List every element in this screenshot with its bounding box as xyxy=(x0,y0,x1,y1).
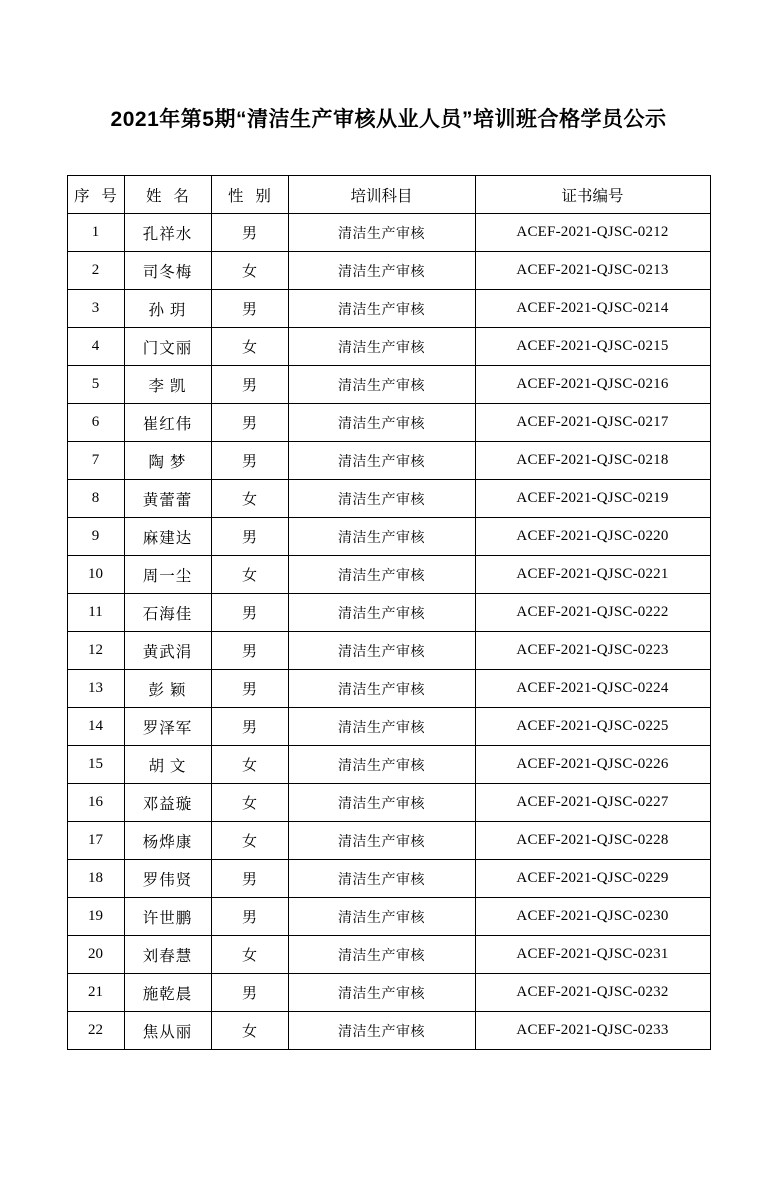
cell-subject: 清洁生产审核 xyxy=(288,594,475,632)
cell-sex: 男 xyxy=(211,670,288,708)
cell-name: 胡 文 xyxy=(124,746,211,784)
cell-certificate: ACEF-2021-QJSC-0219 xyxy=(475,480,710,518)
cell-name: 门文丽 xyxy=(124,328,211,366)
cell-certificate: ACEF-2021-QJSC-0229 xyxy=(475,860,710,898)
cell-subject: 清洁生产审核 xyxy=(288,366,475,404)
cell-sex: 男 xyxy=(211,442,288,480)
cell-subject: 清洁生产审核 xyxy=(288,860,475,898)
table-body xyxy=(67,214,710,1050)
cell-seq: 7 xyxy=(67,442,124,480)
table-row xyxy=(67,632,710,670)
cell-certificate: ACEF-2021-QJSC-0221 xyxy=(475,556,710,594)
cell-seq: 22 xyxy=(67,1012,124,1050)
cell-seq: 21 xyxy=(67,974,124,1012)
cell-seq: 12 xyxy=(67,632,124,670)
column-header-certificate-label: 证书编号 xyxy=(561,187,624,205)
cell-subject: 清洁生产审核 xyxy=(288,480,475,518)
cell-name: 石海佳 xyxy=(124,594,211,632)
cell-certificate: ACEF-2021-QJSC-0217 xyxy=(475,404,710,442)
cell-seq: 20 xyxy=(67,936,124,974)
cell-seq: 14 xyxy=(67,708,124,746)
cell-certificate: ACEF-2021-QJSC-0230 xyxy=(475,898,710,936)
cell-name: 彭 颖 xyxy=(124,670,211,708)
cell-seq: 6 xyxy=(67,404,124,442)
cell-certificate: ACEF-2021-QJSC-0222 xyxy=(475,594,710,632)
cell-subject: 清洁生产审核 xyxy=(288,822,475,860)
column-header-seq-label: 序 号 xyxy=(74,187,121,205)
cell-sex: 女 xyxy=(211,252,288,290)
table-row xyxy=(67,556,710,594)
cell-certificate: ACEF-2021-QJSC-0225 xyxy=(475,708,710,746)
table-row xyxy=(67,1012,710,1050)
cell-sex: 男 xyxy=(211,366,288,404)
cell-name: 施乾晨 xyxy=(124,974,211,1012)
cell-subject: 清洁生产审核 xyxy=(288,1012,475,1050)
cell-seq: 13 xyxy=(67,670,124,708)
roster-table-wrapper xyxy=(36,175,741,1050)
cell-subject: 清洁生产审核 xyxy=(288,214,475,252)
cell-sex: 男 xyxy=(211,518,288,556)
cell-certificate: ACEF-2021-QJSC-0220 xyxy=(475,518,710,556)
cell-subject: 清洁生产审核 xyxy=(288,974,475,1012)
cell-seq: 18 xyxy=(67,860,124,898)
cell-certificate: ACEF-2021-QJSC-0215 xyxy=(475,328,710,366)
cell-subject: 清洁生产审核 xyxy=(288,746,475,784)
table-header-row xyxy=(67,176,710,214)
cell-certificate: ACEF-2021-QJSC-0212 xyxy=(475,214,710,252)
table-row xyxy=(67,442,710,480)
cell-seq: 16 xyxy=(67,784,124,822)
cell-sex: 女 xyxy=(211,556,288,594)
cell-subject: 清洁生产审核 xyxy=(288,784,475,822)
table-row xyxy=(67,594,710,632)
column-header-subject-label: 培训科目 xyxy=(350,187,413,205)
table-row xyxy=(67,898,710,936)
cell-sex: 男 xyxy=(211,594,288,632)
cell-certificate: ACEF-2021-QJSC-0223 xyxy=(475,632,710,670)
column-header-name-label: 姓 名 xyxy=(146,187,193,205)
cell-sex: 男 xyxy=(211,214,288,252)
cell-sex: 男 xyxy=(211,898,288,936)
column-header-sex xyxy=(211,176,288,214)
table-row xyxy=(67,480,710,518)
cell-sex: 女 xyxy=(211,480,288,518)
cell-certificate: ACEF-2021-QJSC-0228 xyxy=(475,822,710,860)
cell-name: 孔祥水 xyxy=(124,214,211,252)
table-header xyxy=(67,176,710,214)
cell-name: 黄武涓 xyxy=(124,632,211,670)
table-row xyxy=(67,936,710,974)
cell-sex: 女 xyxy=(211,936,288,974)
column-header-seq xyxy=(67,176,124,214)
cell-name: 麻建达 xyxy=(124,518,211,556)
cell-subject: 清洁生产审核 xyxy=(288,252,475,290)
cell-sex: 女 xyxy=(211,746,288,784)
document-page xyxy=(0,103,777,1203)
column-header-subject xyxy=(288,176,475,214)
cell-name: 周一尘 xyxy=(124,556,211,594)
cell-seq: 5 xyxy=(67,366,124,404)
table-row xyxy=(67,518,710,556)
cell-seq: 15 xyxy=(67,746,124,784)
cell-name: 黄蕾蕾 xyxy=(124,480,211,518)
cell-name: 李 凯 xyxy=(124,366,211,404)
cell-certificate: ACEF-2021-QJSC-0224 xyxy=(475,670,710,708)
cell-certificate: ACEF-2021-QJSC-0227 xyxy=(475,784,710,822)
cell-subject: 清洁生产审核 xyxy=(288,442,475,480)
column-header-sex-label: 性 别 xyxy=(228,187,275,205)
cell-certificate: ACEF-2021-QJSC-0226 xyxy=(475,746,710,784)
roster-table xyxy=(67,175,711,1050)
table-row xyxy=(67,822,710,860)
cell-subject: 清洁生产审核 xyxy=(288,936,475,974)
table-row xyxy=(67,290,710,328)
cell-name: 崔红伟 xyxy=(124,404,211,442)
cell-subject: 清洁生产审核 xyxy=(288,328,475,366)
cell-name: 邓益璇 xyxy=(124,784,211,822)
table-row xyxy=(67,708,710,746)
cell-seq: 4 xyxy=(67,328,124,366)
cell-sex: 女 xyxy=(211,328,288,366)
cell-seq: 3 xyxy=(67,290,124,328)
cell-certificate: ACEF-2021-QJSC-0231 xyxy=(475,936,710,974)
table-row xyxy=(67,214,710,252)
cell-subject: 清洁生产审核 xyxy=(288,708,475,746)
table-row xyxy=(67,746,710,784)
cell-seq: 8 xyxy=(67,480,124,518)
cell-sex: 男 xyxy=(211,974,288,1012)
cell-seq: 11 xyxy=(67,594,124,632)
cell-seq: 17 xyxy=(67,822,124,860)
cell-subject: 清洁生产审核 xyxy=(288,404,475,442)
cell-sex: 男 xyxy=(211,860,288,898)
cell-subject: 清洁生产审核 xyxy=(288,518,475,556)
cell-seq: 19 xyxy=(67,898,124,936)
cell-subject: 清洁生产审核 xyxy=(288,670,475,708)
table-row xyxy=(67,860,710,898)
table-row xyxy=(67,328,710,366)
cell-name: 杨烨康 xyxy=(124,822,211,860)
cell-certificate: ACEF-2021-QJSC-0233 xyxy=(475,1012,710,1050)
cell-name: 孙 玥 xyxy=(124,290,211,328)
cell-name: 刘春慧 xyxy=(124,936,211,974)
table-row xyxy=(67,252,710,290)
cell-sex: 女 xyxy=(211,822,288,860)
cell-subject: 清洁生产审核 xyxy=(288,632,475,670)
cell-certificate: ACEF-2021-QJSC-0213 xyxy=(475,252,710,290)
cell-sex: 男 xyxy=(211,404,288,442)
cell-seq: 9 xyxy=(67,518,124,556)
cell-sex: 女 xyxy=(211,784,288,822)
cell-seq: 10 xyxy=(67,556,124,594)
cell-name: 陶 梦 xyxy=(124,442,211,480)
column-header-certificate xyxy=(475,176,710,214)
table-row xyxy=(67,974,710,1012)
cell-subject: 清洁生产审核 xyxy=(288,556,475,594)
cell-name: 罗伟贤 xyxy=(124,860,211,898)
cell-name: 罗泽军 xyxy=(124,708,211,746)
table-row xyxy=(67,670,710,708)
table-row xyxy=(67,404,710,442)
cell-sex: 男 xyxy=(211,708,288,746)
table-row xyxy=(67,784,710,822)
cell-name: 焦从丽 xyxy=(124,1012,211,1050)
cell-certificate: ACEF-2021-QJSC-0218 xyxy=(475,442,710,480)
cell-name: 许世鹏 xyxy=(124,898,211,936)
page-title: 2021年第5期“清洁生产审核从业人员”培训班合格学员公示 xyxy=(110,108,667,131)
table-row xyxy=(67,366,710,404)
cell-seq: 2 xyxy=(67,252,124,290)
cell-seq: 1 xyxy=(67,214,124,252)
cell-subject: 清洁生产审核 xyxy=(288,290,475,328)
cell-sex: 女 xyxy=(211,1012,288,1050)
column-header-name xyxy=(124,176,211,214)
cell-sex: 男 xyxy=(211,290,288,328)
cell-name: 司冬梅 xyxy=(124,252,211,290)
cell-subject: 清洁生产审核 xyxy=(288,898,475,936)
cell-certificate: ACEF-2021-QJSC-0216 xyxy=(475,366,710,404)
cell-sex: 男 xyxy=(211,632,288,670)
cell-certificate: ACEF-2021-QJSC-0214 xyxy=(475,290,710,328)
cell-certificate: ACEF-2021-QJSC-0232 xyxy=(475,974,710,1012)
